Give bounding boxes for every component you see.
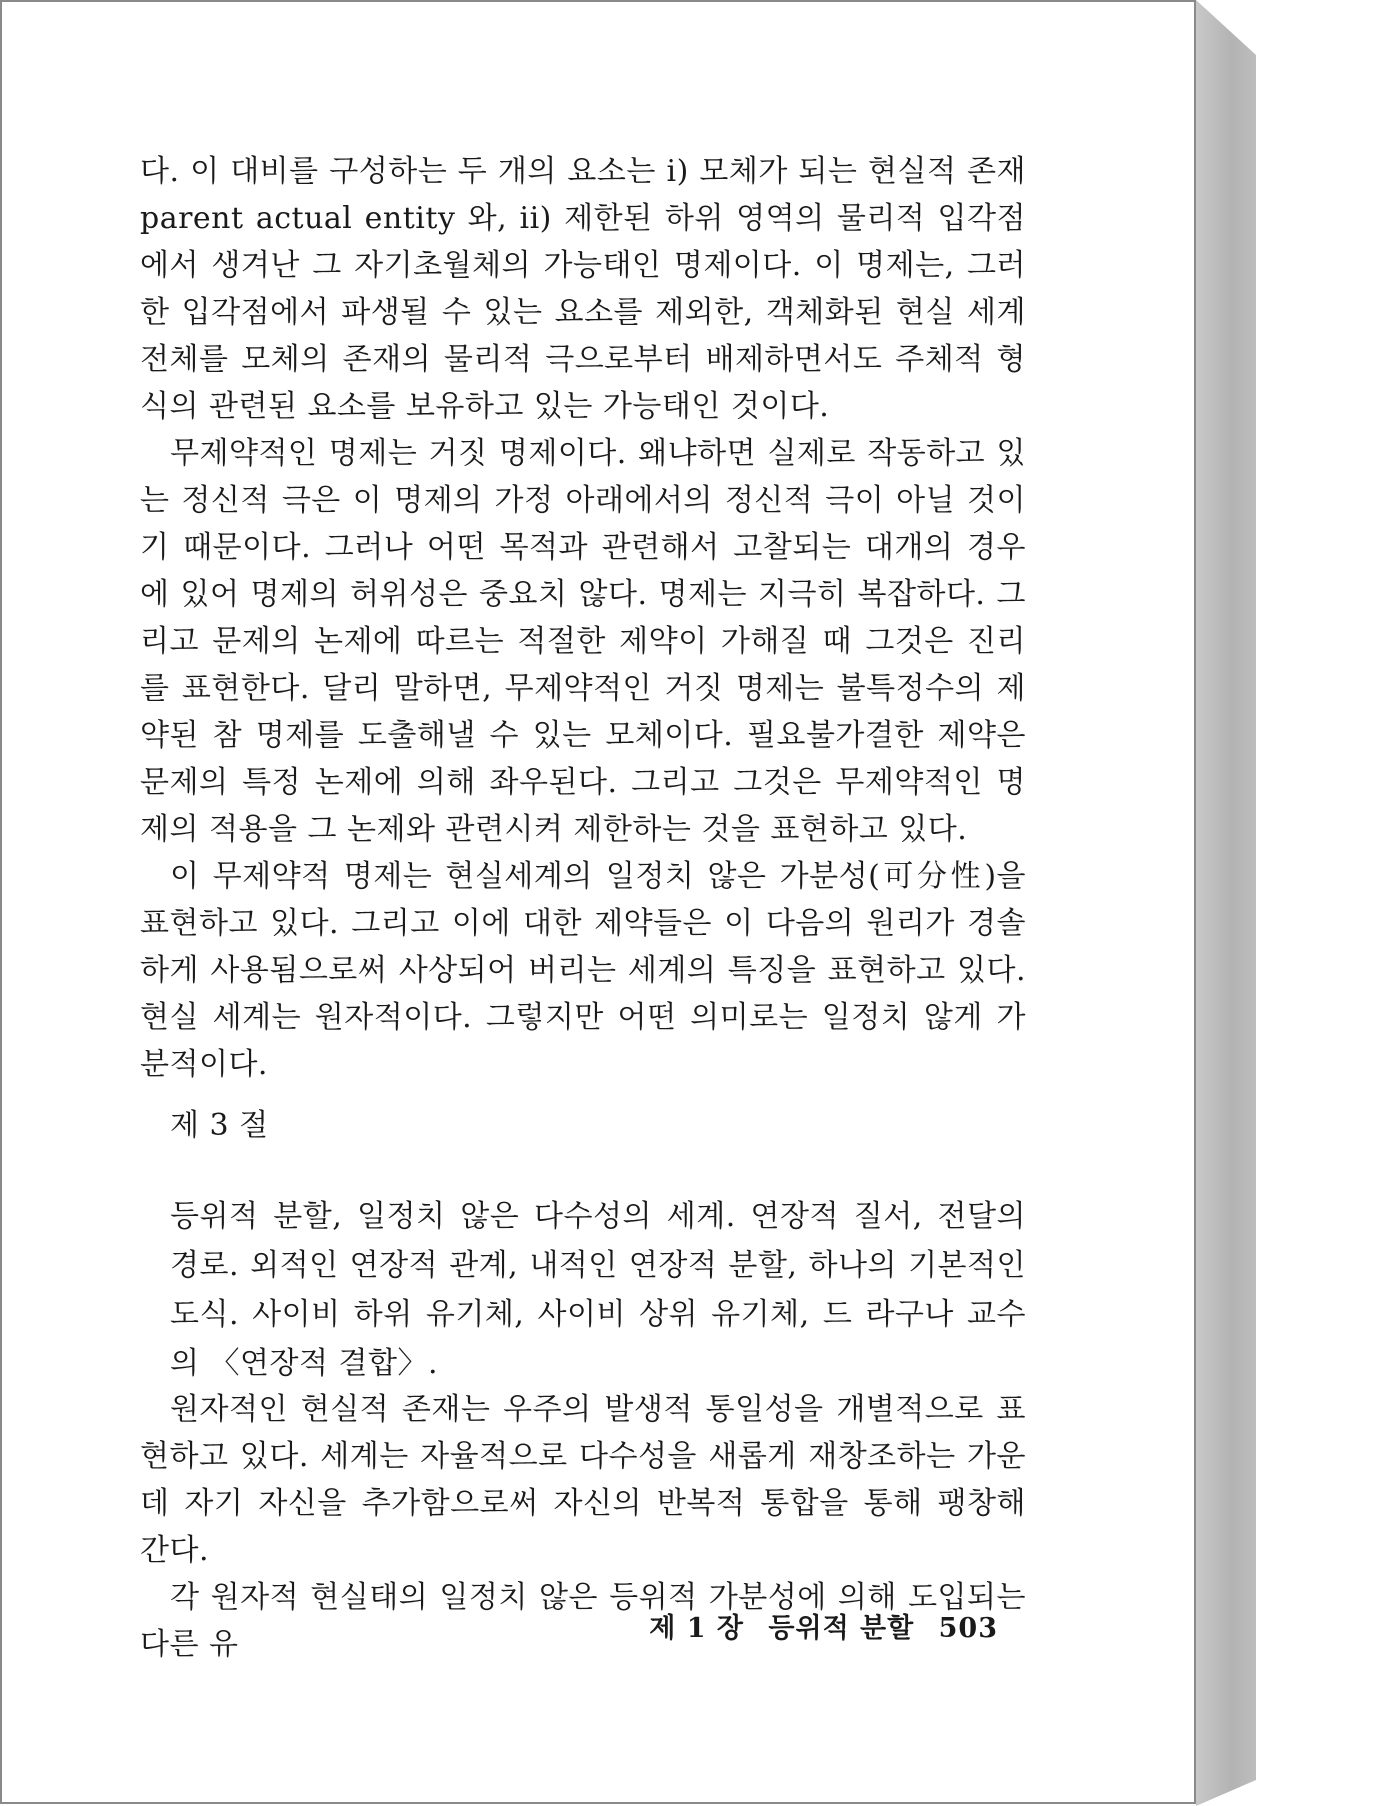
page-number: 503 [938,1613,998,1644]
paragraph-4: 원자적인 현실적 존재는 우주의 발생적 통일성을 개별적으로 표현하고 있다. 세계는 자율적으로 다수성을 새롭게 재창조하는 가운데 자기 자신을 추가함으로써 자신의 반복적 통합을 통해 팽창해 간다. [140,1392,1026,1568]
section-summary: 등위적 분할, 일정치 않은 다수성의 세계. 연장적 질서, 전달의 경로. 외적인 연장적 관계, 내적인 연장적 분할, 하나의 기본적인 도식. 사이비 하위 유기체, 사이비 상위 유기체, 드 라구나 교수의 〈연장적 결합〉. [170,1199,1026,1381]
paragraph-5: 각 원자적 현실태의 일정치 않은 등위적 가분성에 의해 도입되는 다른 유 [140,1580,1026,1662]
footer-chapter: 제 1 장 [649,1613,744,1644]
paragraph-2: 무제약적인 명제는 거짓 명제이다. 왜냐하면 실제로 작동하고 있는 정신적 극은 이 명제의 가정 아래에서의 정신적 극이 아닐 것이기 때문이다. 그러나 어떤 목적과 관련해서 고찰되는 대개의 경우에 있어 명제의 허위성은 중요치 않다. 명제는 지극히 복잡하다. 그리고 문제의 논제에 따르는 적절한 제약이 가해질 때 그것은 진리를 표현한다. 달리 말하면, 무제약적인 거짓 명제는 불특정수의 제약된 참 명제를 도출해낼 수 있는 모체이다. 필요불가결한 제약은 문제의 특정 논제에 의해 좌우된다. 그리고 그것은 무제약적인 명제의 적용을 그 논제와 관련시켜 제한하는 것을 표현하고 있다. [140,436,1026,847]
section-heading: 제 3 절 [170,1108,269,1143]
paragraph-1: 다. 이 대비를 구성하는 두 개의 요소는 i) 모체가 되는 현실적 존재 parent actual entity 와, ii) 제한된 하위 영역의 물리적 입각점에서 생겨난 그 자기초월체의 가능태인 명제이다. 이 명제는, 그러한 입각점에서 파생될 수 있는 요소를 제외한, 객체화된 현실 세계 전체를 모체의 존재의 물리적 극으로부터 배제하면서도 주체적 형식의 관련된 요소를 보유하고 있는 가능태인 것이다. [140,154,1026,424]
footer-title: 등위적 분할 [768,1613,915,1644]
page-edge-shadow [1196,0,1256,1806]
body-text-top [140,148,1026,1088]
paragraph-3: 이 무제약적 명제는 현실세계의 일정치 않은 가분성(可分性)을 표현하고 있다. 그리고 이에 대한 제약들은 이 다음의 원리가 경솔하게 사용됨으로써 사상되어 버리는 세계의 특징을 표현하고 있다. 현실 세계는 원자적이다. 그렇지만 어떤 의미로는 일정치 않게 가분적이다. [140,859,1026,1082]
running-footer [635,1606,998,1645]
